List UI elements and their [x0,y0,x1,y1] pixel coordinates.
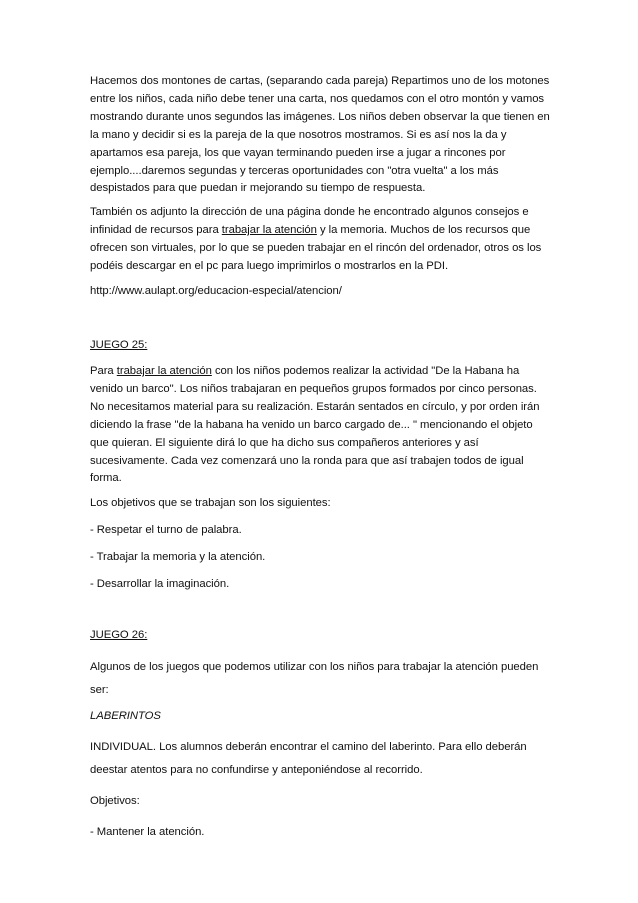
paragraph-resources [90,204,550,276]
paragraph-juego-25-start: Para [90,364,117,377]
objetivo-item: - Trabajar la memoria y la atención. [90,551,266,564]
paragraph-resources-text: También os adjunto la dirección de una página donde he encontrado algunos consejos e infinidad de recursos para [90,206,529,237]
objetivos-label: Objetivos: [90,795,140,808]
subtitle-laberintos: LABERINTOS [90,710,161,723]
paragraph-juego-26-intro: Algunos de los juegos que podemos utilizar con los niños para trabajar la atención pueden ser: [90,661,539,697]
objetivo-item: - Respetar el turno de palabra. [90,524,242,537]
link-trabajar-atencion[interactable]: trabajar la atención [221,224,317,237]
link-trabajar-atencion-2[interactable]: trabajar la atención [116,364,212,377]
paragraph-resources-text-end: y la memoria. Muchos de los recursos que ofrecen son virtuales, por lo que se pueden trabajar en el rincón del ordenador, otros os los podéis descargar en el pc para luego imprimirlos o mostrarlos en la PDI. [90,224,542,273]
paragraph-cards-game: Hacemos dos montones de cartas, (separando cada pareja) Repartimos uno de los motones entre los niños, cada niño debe tener una carta, nos quedamos con el otro montón y vamos mostrando durante unos segundos las imágenes. Los niños deben observar la que tienen en la mano y decidir si es la pareja de la que nosotros mostramos. Si es así nos la da y apartamos esa pareja, los que vayan terminando pueden irse a jugar a rincones por ejemplo....daremos segundas y terceras oportunidades con "otra vuelta" a los más despistados para que puedan ir mejorando su tiempo de respuesta. [90,75,550,195]
document-body [90,73,550,847]
heading-juego-25: JUEGO 25: [90,338,148,351]
resource-url[interactable]: http://www.aulapt.org/educacion-especial/atencion/ [90,284,342,297]
objetivo-item: - Desarrollar la imaginación. [90,578,230,591]
paragraph-juego-25 [90,363,550,488]
objetivos-intro: Los objetivos que se trabajan son los siguientes: [90,497,331,510]
paragraph-juego-25-text: con los niños podemos realizar la actividad "De la Habana ha venido un barco". Los niños trabajaran en pequeños grupos formados por cinco personas. No necesitamos material para su realización. Estarán sentados en círculo, y por orden irán diciendo la frase "de la habana ha venido un barco cargado de... " mencionando el objeto que quieran. El siguiente dirá lo que ha dicho sus compañeros anteriores y así sucesivamente. Cada vez comenzará uno la ronda para que así trabajen todos de igual forma. [90,364,540,485]
objetivo-item: - Mantener la atención. [90,826,205,839]
heading-juego-26: JUEGO 26: [90,629,148,642]
paragraph-individual: INDIVIDUAL. Los alumnos deberán encontrar el camino del laberinto. Para ello deberán deestar atentos para no confundirse y anteponiéndose al recorrido. [90,741,527,777]
